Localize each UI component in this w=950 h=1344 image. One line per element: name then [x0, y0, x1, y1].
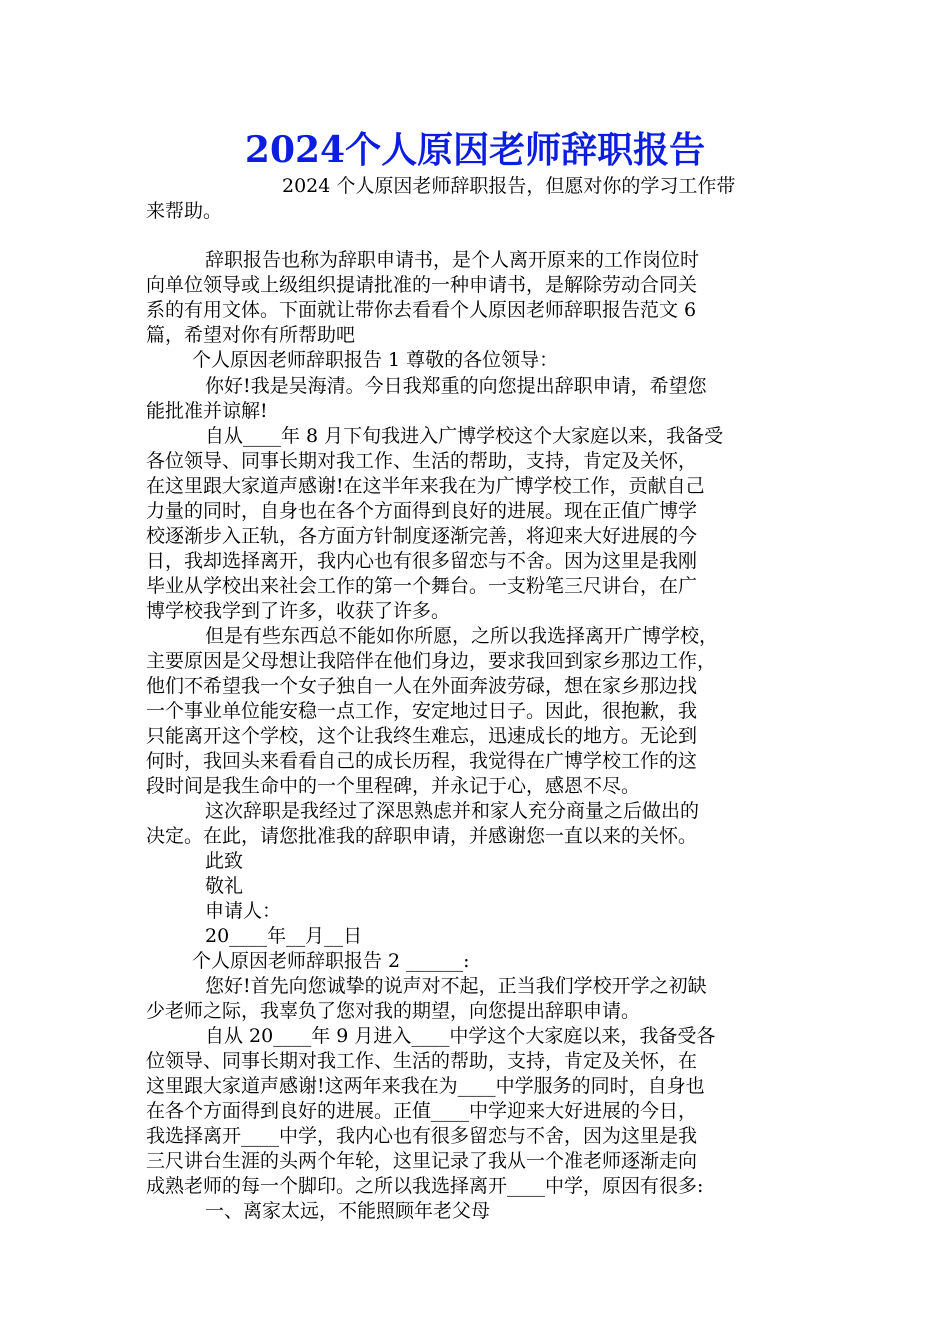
paragraph-line: 位领导、同事长期对我工作、生活的帮助，支持，肯定及关怀，在: [146, 1050, 698, 1072]
paragraph-line: 决定。在此，请您批准我的辞职申请，并感谢您一直以来的关怀。: [146, 825, 698, 847]
section-heading-2: 个人原因老师辞职报告 2 ______:: [192, 950, 470, 972]
paragraph-line: 何时，我回头来看看自己的成长历程，我觉得在广博学校工作的这: [146, 750, 698, 772]
paragraph-line: 少老师之际，我辜负了您对我的期望，向您提出辞职申请。: [146, 1000, 641, 1022]
list-item: 一、离家太远，不能照顾年老父母: [205, 1200, 491, 1222]
paragraph-line: 系的有用文体。下面就让带你去看看个人原因老师辞职报告范文 6: [146, 299, 697, 321]
paragraph-line: 毕业从学校出来社会工作的第一个舞台。一支粉笔三尺讲台，在广: [146, 575, 698, 597]
paragraph-line: 你好!我是吴海清。今日我郑重的向您提出辞职申请，希望您: [205, 375, 707, 397]
intro-line-2: 来帮助。: [146, 200, 223, 222]
paragraph-line: 向单位领导或上级组织提请批准的一种申请书，是解除劳动合同关: [146, 274, 698, 296]
paragraph-line: 博学校我学到了许多，收获了许多。: [146, 600, 451, 622]
section-heading-1: 个人原因老师辞职报告 1 尊敬的各位领导：: [192, 349, 559, 371]
closing-line: 此致: [205, 850, 244, 872]
paragraph-line: 只能离开这个学校，这个让我终生难忘，迅速成长的地方。无论到: [146, 725, 698, 747]
paragraph-line: 段时间是我生命中的一个里程碑，并永记于心，感恩不尽。: [146, 775, 641, 797]
paragraph-line: 这次辞职是我经过了深思熟虑并和家人充分商量之后做出的: [205, 800, 700, 822]
date-line: 20____年__月__日: [205, 925, 363, 947]
paragraph-line: 各位领导、同事长期对我工作、生活的帮助，支持，肯定及关怀，: [146, 450, 698, 472]
paragraph-line: 这里跟大家道声感谢!这两年来我在为____中学服务的同时，自身也: [146, 1075, 705, 1097]
paragraph-line: 力量的同时，自身也在各个方面得到良好的进展。现在正值广博学: [146, 500, 698, 522]
paragraph-line: 日，我却选择离开，我内心也有很多留恋与不舍。因为这里是我刚: [146, 550, 698, 572]
paragraph-line: 辞职报告也称为辞职申请书，是个人离开原来的工作岗位时: [205, 249, 700, 271]
paragraph-line: 一个事业单位能安稳一点工作，安定地过日子。因此，很抱歉，我: [146, 700, 698, 722]
paragraph-line: 但是有些东西总不能如你所愿，之所以我选择离开广博学校，: [205, 625, 719, 647]
applicant-line: 申请人：: [205, 900, 282, 922]
paragraph-line: 在这里跟大家道声感谢!在这半年来我在为广博学校工作，贡献自己: [146, 475, 705, 497]
closing-line: 敬礼: [205, 875, 244, 897]
paragraph-line: 他们不希望我一个女子独自一人在外面奔波劳碌，想在家乡那边找: [146, 675, 698, 697]
paragraph-line: 成熟老师的每一个脚印。之所以我选择离开____中学，原因有很多:: [146, 1175, 704, 1197]
paragraph-line: 您好!首先向您诚挚的说声对不起，正当我们学校开学之初缺: [205, 975, 707, 997]
paragraph-line: 自从 20____年 9 月进入____中学这个大家庭以来，我备受各: [205, 1025, 716, 1047]
document-title: 2024个人原因老师辞职报告: [244, 129, 706, 171]
paragraph-line: 篇，希望对你有所帮助吧: [146, 324, 356, 346]
paragraph-line: 在各个方面得到良好的进展。正值____中学迎来大好进展的今日，: [146, 1100, 698, 1122]
paragraph-line: 能批准并谅解!: [146, 400, 268, 422]
paragraph-line: 我选择离开____中学，我内心也有很多留恋与不舍，因为这里是我: [146, 1125, 698, 1147]
intro-line-1: 2024 个人原因老师辞职报告，但愿对你的学习工作带: [282, 175, 736, 197]
paragraph-line: 校逐渐步入正轨，各方面方针制度逐渐完善，将迎来大好进展的今: [146, 525, 698, 547]
paragraph-line: 主要原因是父母想让我陪伴在他们身边，要求我回到家乡那边工作，: [146, 650, 717, 672]
paragraph-line: 自从____年 8 月下旬我进入广博学校这个大家庭以来，我备受: [205, 425, 724, 447]
paragraph-line: 三尺讲台生涯的头两个年轮，这里记录了我从一个准老师逐渐走向: [146, 1150, 698, 1172]
